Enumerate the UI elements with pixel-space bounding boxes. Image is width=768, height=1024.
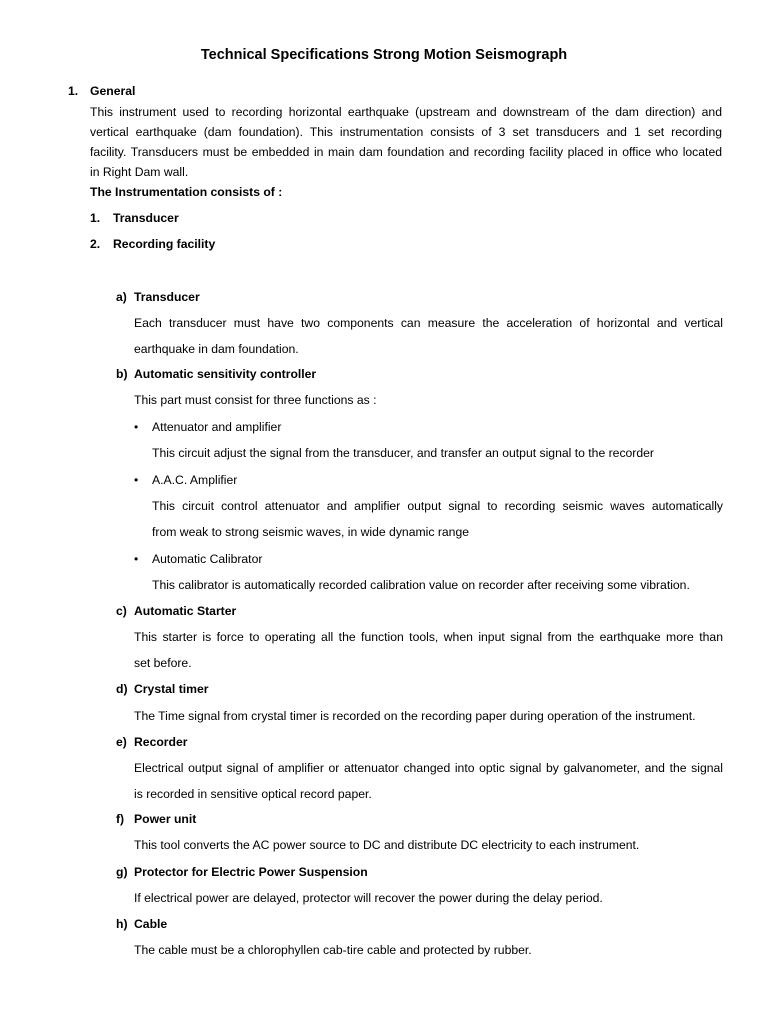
bullet-icon: • (134, 473, 139, 487)
section-e-marker: e) (116, 735, 127, 749)
general-heading: General (90, 84, 136, 98)
section-a-marker: a) (116, 290, 127, 304)
section-e-line: is recorded in sensitive optical record paper. (134, 787, 372, 801)
section-e-heading: Recorder (134, 735, 188, 749)
bullet-title: Automatic Calibrator (152, 552, 263, 566)
section-c-line: This starter is force to operating all the function tools, when input signal from the earthquake more than (134, 630, 723, 644)
bullet-title: A.A.C. Amplifier (152, 473, 238, 487)
section-a-line: earthquake in dam foundation. (134, 342, 299, 356)
list-item-label: Recording facility (113, 237, 216, 251)
list-item-label: Transducer (113, 211, 179, 225)
section-e-line: Electrical output signal of amplifier or attenuator changed into optic signal by galvanometer, and the signal (134, 761, 723, 775)
general-paragraph-line: in Right Dam wall. (90, 165, 189, 179)
bullet-text: from weak to strong seismic waves, in wide dynamic range (152, 525, 469, 539)
document-title: Technical Specifications Strong Motion Seismograph (200, 47, 568, 63)
general-paragraph-line: facility. Transducers must be embedded in main dam foundation and recording facility placed in office who located (90, 145, 722, 159)
section-b-intro: This part must consist for three functions as : (134, 393, 377, 407)
section-f-marker: f) (116, 812, 125, 826)
list-item-number: 1. (90, 211, 101, 225)
section-b-marker: b) (116, 367, 128, 381)
section-b-heading: Automatic sensitivity controller (134, 367, 317, 381)
section-g-marker: g) (116, 865, 128, 879)
section-f-line: This tool converts the AC power source to DC and distribute DC electricity to each instrument. (134, 838, 640, 852)
section-h-marker: h) (116, 917, 128, 931)
section-h-heading: Cable (134, 917, 168, 931)
section-a-heading: Transducer (134, 290, 200, 304)
bullet-icon: • (134, 552, 139, 566)
section-g-line: If electrical power are delayed, protector will recover the power during the delay period. (134, 891, 603, 905)
section-g-heading: Protector for Electric Power Suspension (134, 865, 368, 879)
general-paragraph-line: This instrument used to recording horizontal earthquake (upstream and downstream of the dam direction) and (90, 105, 722, 119)
instrumentation-consists-label: The Instrumentation consists of : (90, 185, 283, 199)
bullet-text: This calibrator is automatically recorded calibration value on recorder after receiving some vibration. (152, 578, 690, 592)
bullet-text: This circuit control attenuator and amplifier output signal to recording seismic waves automatically (152, 499, 723, 513)
section-f-heading: Power unit (134, 812, 197, 826)
section-c-line: set before. (134, 656, 192, 670)
section-d-line: The Time signal from crystal timer is recorded on the recording paper during operation of the instrument. (134, 709, 696, 723)
section-h-line: The cable must be a chlorophyllen cab-tire cable and protected by rubber. (134, 943, 532, 957)
list-item-number: 2. (90, 237, 101, 251)
section-c-marker: c) (116, 604, 127, 618)
general-number: 1. (68, 84, 79, 98)
bullet-text: This circuit adjust the signal from the transducer, and transfer an output signal to the recorder (152, 446, 654, 460)
section-a-line: Each transducer must have two components can measure the acceleration of horizontal and vertical (134, 316, 723, 330)
bullet-title: Attenuator and amplifier (152, 420, 282, 434)
section-d-heading: Crystal timer (134, 682, 209, 696)
section-c-heading: Automatic Starter (134, 604, 237, 618)
general-paragraph-line: vertical earthquake (dam foundation). This instrumentation consists of 3 set transducers and 1 set recording (90, 125, 722, 139)
section-d-marker: d) (116, 682, 128, 696)
bullet-icon: • (134, 420, 139, 434)
